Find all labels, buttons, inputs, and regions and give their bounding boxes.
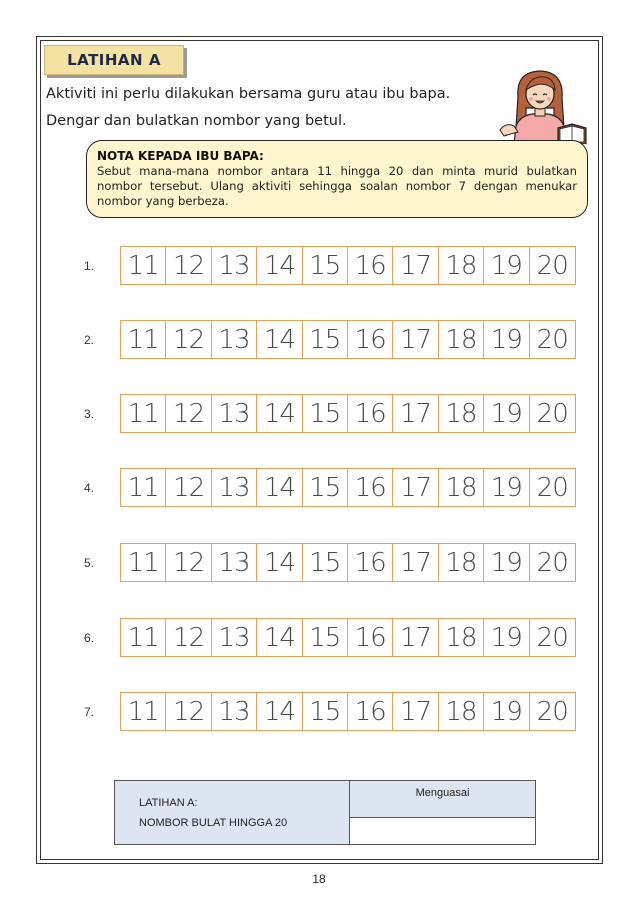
question-number: 4. [84, 481, 95, 495]
question-row-7 [84, 692, 584, 732]
instruction-line-1: Aktiviti ini perlu dilakukan bersama guru atau ibu bapa. [46, 86, 451, 102]
number-cell[interactable]: 12 [166, 693, 211, 730]
number-cell[interactable]: 16 [348, 247, 393, 284]
number-cell[interactable]: 18 [439, 693, 484, 730]
number-cell[interactable]: 16 [348, 469, 393, 506]
number-cell[interactable]: 20 [536, 547, 568, 578]
number-cell[interactable]: 20 [536, 696, 568, 727]
number-cell[interactable]: 16 [348, 693, 393, 730]
number-strip [120, 246, 576, 285]
number-cell[interactable]: 20 [536, 324, 568, 355]
number-cell[interactable]: 15 [303, 469, 348, 506]
number-cell[interactable]: 14 [257, 395, 302, 432]
question-row-3 [84, 394, 584, 434]
parent-note-body: Sebut mana-mana nombor antara 11 hingga 20 dan minta murid bulatkan nombor tersebut. Ulang aktiviti sehingga soalan nombor 7 dengan menukar nombor yang berbeza. [97, 164, 577, 208]
number-cell[interactable]: 14 [257, 247, 302, 284]
question-row-1 [84, 246, 584, 286]
question-number: 1. [84, 259, 95, 273]
number-cell[interactable]: 14 [257, 321, 302, 358]
number-cell[interactable]: 14 [257, 619, 302, 656]
number-cell[interactable]: 13 [212, 693, 257, 730]
number-cell[interactable]: 19 [484, 247, 529, 284]
number-cell[interactable]: 14 [257, 469, 302, 506]
question-row-5 [84, 543, 584, 583]
number-cell[interactable]: 11 [121, 693, 166, 730]
assessment-checkbox-cell[interactable] [350, 818, 536, 845]
number-cell[interactable]: 15 [303, 619, 348, 656]
question-number: 7. [84, 705, 95, 719]
number-cell[interactable]: 13 [212, 247, 257, 284]
number-cell[interactable]: 17 [393, 619, 438, 656]
number-cell[interactable]: 19 [484, 619, 529, 656]
number-cell[interactable]: 12 [166, 247, 211, 284]
number-cell[interactable]: 13 [212, 544, 257, 581]
number-cell[interactable]: 17 [393, 247, 438, 284]
number-cell[interactable]: 11 [121, 395, 166, 432]
number-cell[interactable]: 15 [303, 395, 348, 432]
number-strip [120, 320, 576, 359]
number-cell[interactable]: 20 [536, 398, 568, 429]
number-cell[interactable]: 15 [303, 321, 348, 358]
number-cell[interactable]: 16 [348, 321, 393, 358]
question-number: 2. [84, 333, 95, 347]
assessment-line-1: LATIHAN A: [139, 796, 198, 809]
number-cell[interactable]: 12 [166, 619, 211, 656]
number-cell[interactable]: 18 [439, 619, 484, 656]
number-cell[interactable]: 19 [484, 321, 529, 358]
number-cell[interactable]: 16 [348, 619, 393, 656]
question-row-2 [84, 320, 584, 360]
assessment-title [115, 781, 350, 845]
number-cell[interactable]: 11 [121, 544, 166, 581]
question-number: 6. [84, 631, 95, 645]
parent-note-title: NOTA KEPADA IBU BAPA: [97, 149, 264, 163]
number-cell[interactable]: 15 [303, 544, 348, 581]
number-strip [120, 618, 576, 657]
number-cell[interactable]: 11 [121, 321, 166, 358]
number-strip [120, 692, 576, 731]
number-cell[interactable]: 16 [348, 544, 393, 581]
teacher-illustration [496, 68, 588, 144]
number-cell[interactable]: 19 [484, 469, 529, 506]
number-cell[interactable]: 17 [393, 544, 438, 581]
number-cell[interactable]: 18 [439, 395, 484, 432]
number-cell[interactable]: 15 [303, 693, 348, 730]
number-cell[interactable]: 12 [166, 395, 211, 432]
number-cell[interactable]: 17 [393, 693, 438, 730]
number-cell[interactable]: 11 [121, 469, 166, 506]
number-cell[interactable]: 14 [257, 544, 302, 581]
number-cell[interactable]: 19 [484, 693, 529, 730]
number-cell[interactable]: 20 [536, 472, 568, 503]
exercise-tag: LATIHAN A [44, 45, 184, 75]
number-cell[interactable]: 11 [121, 247, 166, 284]
number-cell[interactable]: 18 [439, 469, 484, 506]
assessment-table [114, 780, 536, 845]
number-strip [120, 543, 576, 582]
number-cell[interactable]: 14 [257, 693, 302, 730]
number-cell[interactable]: 20 [536, 622, 568, 653]
parent-note [86, 140, 588, 218]
instruction-line-2: Dengar dan bulatkan nombor yang betul. [46, 113, 347, 129]
question-row-4 [84, 468, 584, 508]
assessment-column-header: Menguasai [350, 781, 536, 818]
page-number: 18 [312, 872, 326, 886]
question-number: 5. [84, 556, 95, 570]
question-number: 3. [84, 407, 95, 421]
number-cell[interactable]: 20 [536, 250, 568, 281]
number-cell[interactable]: 17 [393, 395, 438, 432]
assessment-line-2: NOMBOR BULAT HINGGA 20 [139, 816, 288, 829]
number-cell[interactable]: 13 [212, 321, 257, 358]
number-cell[interactable]: 16 [348, 395, 393, 432]
number-cell[interactable]: 18 [439, 321, 484, 358]
number-cell[interactable]: 19 [484, 395, 529, 432]
question-row-6 [84, 618, 584, 658]
number-cell[interactable]: 12 [166, 469, 211, 506]
number-strip [120, 394, 576, 433]
number-cell[interactable]: 17 [393, 321, 438, 358]
number-cell[interactable]: 13 [212, 619, 257, 656]
number-cell[interactable]: 19 [484, 544, 529, 581]
number-cell[interactable]: 15 [303, 247, 348, 284]
number-cell[interactable]: 18 [439, 544, 484, 581]
number-cell[interactable]: 12 [166, 544, 211, 581]
number-cell[interactable]: 18 [439, 247, 484, 284]
number-strip [120, 468, 576, 507]
number-cell[interactable]: 11 [121, 619, 166, 656]
number-cell[interactable]: 12 [166, 321, 211, 358]
number-cell[interactable]: 13 [212, 395, 257, 432]
number-cell[interactable]: 13 [212, 469, 257, 506]
number-cell[interactable]: 17 [393, 469, 438, 506]
